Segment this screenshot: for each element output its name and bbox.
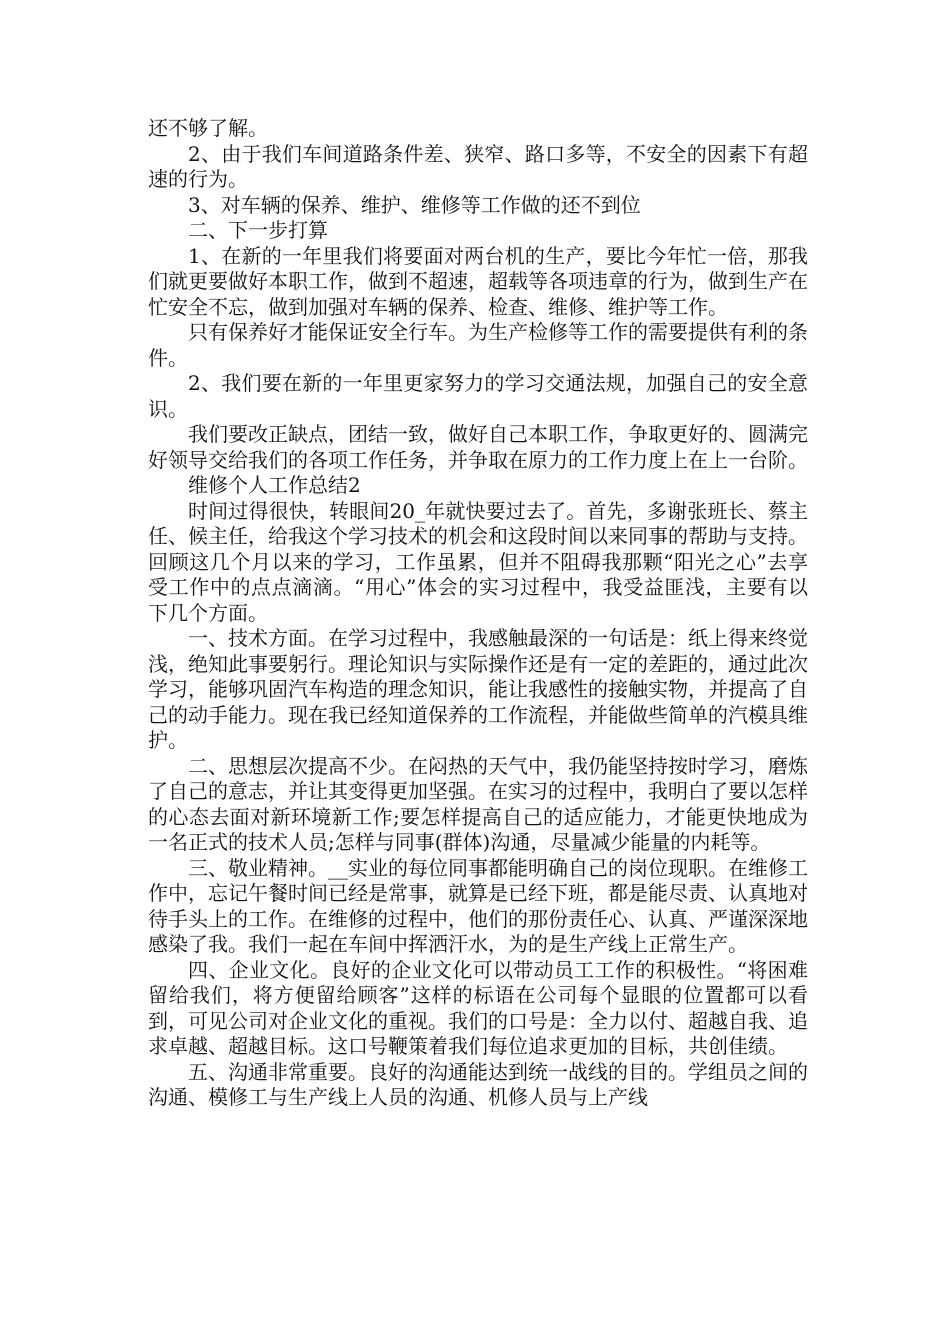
paragraph: 四、企业文化。良好的企业文化可以带动员工工作的积极性。“将困难留给我们，将方便留给顾客”这样的标语在公司每个显眼的位置都可以看到，可见公司对企业文化的重视。我们的口号是：全力以付、超越自我、追求卓越、超越目标。这口号鞭策着我们每位追求更加的目标，共创佳绩。 — [148, 957, 808, 1058]
paragraph: 2、由于我们车间道路条件差、狭窄、路口多等，不安全的因素下有超速的行为。 — [148, 141, 808, 191]
document-title: 维修个人工作总结2 — [188, 473, 361, 497]
paragraph: 五、沟通非常重要。良好的沟通能达到统一战线的目的。学组员之间的沟通、模修工与生产线上人员的沟通、机修人员与上产线 — [148, 1059, 808, 1109]
paragraph: 时间过得很快，转眼间20_年就快要过去了。首先，多谢张班长、蔡主任、候主任，给我这个学习技术的机会和这段时间以来同事的帮助与支持。回顾这几个月以来的学习，工作虽累，但并不阻碍我那颗“阳光之心”去享受工作中的点点滴滴。“用心”体会的实习过程中，我受益匪浅，主要有以下几个方面。 — [148, 498, 808, 625]
paragraph: 我们要改正缺点，团结一致，做好自己本职工作，争取更好的、圆满完好领导交给我们的各项工作任务，并争取在原力的工作力度上在上一台阶。 — [148, 422, 808, 472]
paragraph: 2、我们要在新的一年里更家努力的学习交通法规，加强自己的安全意识。 — [148, 371, 808, 421]
paragraph: 一、技术方面。在学习过程中，我感触最深的一句话是：纸上得来终觉浅，绝知此事要躬行。理论知识与实际操作还是有一定的差距的，通过此次学习，能够巩固汽车构造的理念知识，能让我感性的接触实物，并提高了自己的动手能力。现在我已经知道保养的工作流程，并能做些简单的汽模具维护。 — [148, 626, 808, 752]
paragraph: 3、对车辆的保养、维护、维修等工作做的还不到位 — [188, 192, 641, 217]
paragraph: 1、在新的一年里我们将要面对两台机的生产，要比今年忙一倍，那我们就更要做好本职工作，做到不超速，超载等各项违章的行为，做到生产在忙安全不忘，做到加强对车辆的保养、检查、维修、维护等工作。 — [148, 243, 808, 319]
paragraph: 只有保养好才能保证安全行车。为生产检修等工作的需要提供有利的条件。 — [148, 320, 808, 370]
paragraph: 还不够了解。 — [148, 116, 268, 140]
paragraph: 二、思想层次提高不少。在闷热的天气中，我仍能坚持按时学习，磨炼了自己的意志，并让其变得更加坚强。在实习的过程中，我明白了要以怎样的心态去面对新环境新工作;要怎样提高自己的适应能力，才能更快地成为一名正式的技术人员;怎样与同事(群体)沟通，尽量减少能量的内耗等。 — [148, 753, 808, 854]
document-body — [148, 116, 808, 1111]
paragraph: 三、敬业精神。__实业的每位同事都能明确自己的岗位现职。在维修工作中，忘记午餐时间已经是常事，就算是已经下班，都是能尽责、认真地对待手头上的工作。在维修的过程中，他们的那份责任心、认真、严谨深深地感染了我。我们一起在车间中挥洒汗水，为的是生产线上正常生产。 — [148, 855, 808, 956]
section-heading: 二、下一步打算 — [188, 218, 328, 242]
